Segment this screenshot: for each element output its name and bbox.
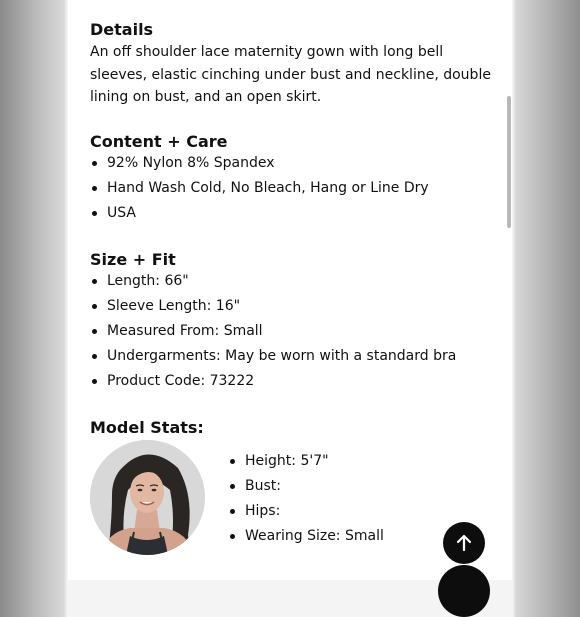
content-care-list xyxy=(90,151,429,226)
list-item: Hand Wash Cold, No Bleach, Hang or Line Dry xyxy=(90,176,429,201)
model-stats-list xyxy=(228,449,384,549)
model-photo xyxy=(90,440,205,555)
size-fit-list xyxy=(90,269,456,394)
arrow-up-icon xyxy=(454,533,474,553)
scrollbar[interactable] xyxy=(507,96,511,228)
list-item: Length: 66" xyxy=(90,269,456,294)
list-item: Bust: xyxy=(228,474,384,499)
list-item: Hips: xyxy=(228,499,384,524)
content-care-heading: Content + Care xyxy=(90,132,228,151)
list-item: Sleeve Length: 16" xyxy=(90,294,456,319)
list-item: 92% Nylon 8% Spandex xyxy=(90,151,429,176)
scroll-to-top-button[interactable] xyxy=(443,522,485,564)
model-avatar xyxy=(90,440,205,555)
list-item: Wearing Size: Small xyxy=(228,524,384,549)
list-item: Measured From: Small xyxy=(90,319,456,344)
model-stats-heading: Model Stats: xyxy=(90,418,204,437)
list-item: Product Code: 73222 xyxy=(90,369,456,394)
list-item: Undergarments: May be worn with a standard bra xyxy=(90,344,456,369)
list-item: USA xyxy=(90,201,429,226)
size-fit-heading: Size + Fit xyxy=(90,250,176,269)
details-heading: Details xyxy=(90,20,154,39)
details-description: An off shoulder lace maternity gown with long bell sleeves, elastic cinching under bust and neckline, double lining on bust, and an open skirt. xyxy=(90,44,491,105)
floating-action-button[interactable] xyxy=(438,565,490,617)
list-item: Height: 5'7" xyxy=(228,449,384,474)
